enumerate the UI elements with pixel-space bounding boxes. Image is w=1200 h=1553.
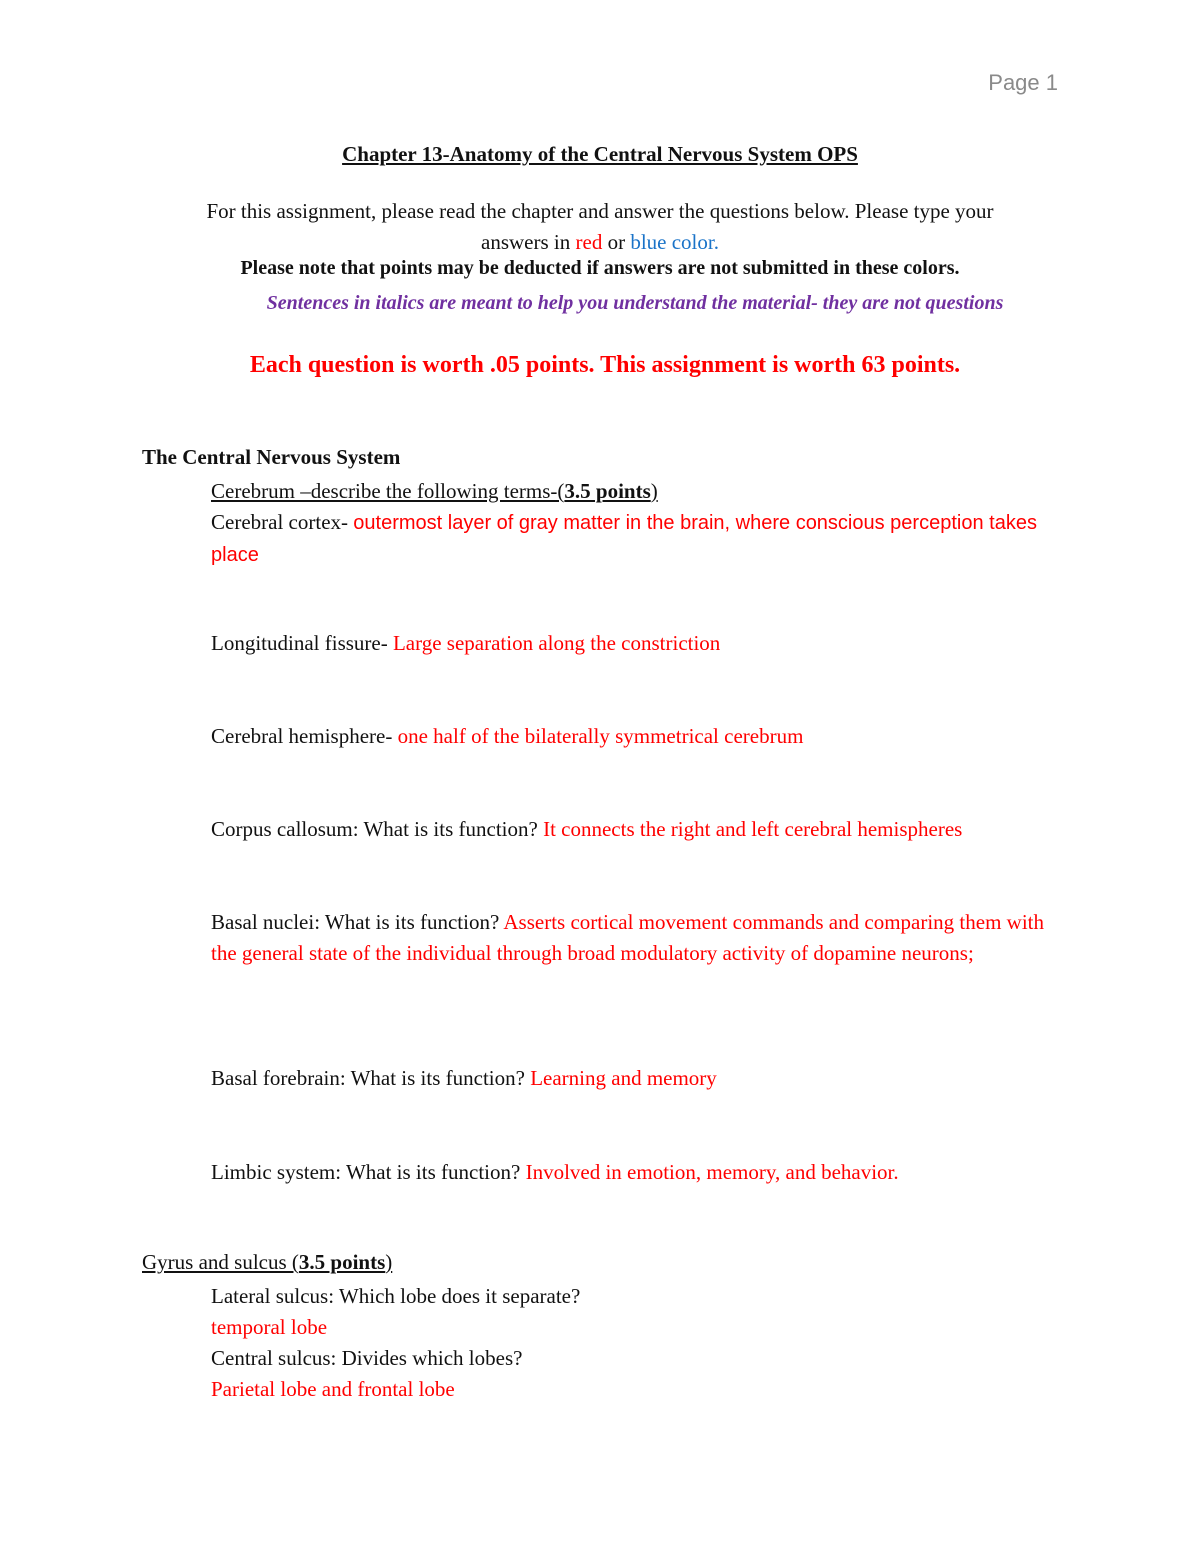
question-text: Basal nuclei: What is its function?	[211, 910, 504, 934]
answer-text: It connects the right and left cerebral hemispheres	[543, 817, 963, 841]
gyrus-heading-pre: Gyrus and sulcus (	[142, 1250, 299, 1274]
blue-color-word: blue color.	[630, 230, 719, 254]
red-color-word: red	[575, 230, 603, 254]
gyrus-heading-points: 3.5 points	[298, 1250, 386, 1274]
answer-text: Learning and memory	[530, 1066, 717, 1090]
instructions-line-1: For this assignment, please read the chapter and answer the questions below. Please type your	[206, 199, 994, 223]
answer-text: outermost layer of gray matter in the brain, where conscious perception takes place	[211, 512, 1037, 566]
or-text: or	[602, 230, 631, 254]
gyrus-heading-post: )	[385, 1250, 393, 1274]
question-text: Longitudinal fissure-	[211, 631, 393, 655]
cerebrum-sub-points: 3.5 points	[564, 479, 651, 503]
question-central-sulcus: Central sulcus: Divides which lobes?	[211, 1346, 523, 1370]
answer-text: one half of the bilaterally symmetrical cerebrum	[397, 724, 804, 748]
question-text: Corpus callosum: What is its function?	[211, 817, 544, 841]
instructions	[150, 196, 1050, 258]
answer-text: Asserts cortical movement commands and comparing them with the general state of the individual through broad modulatory activity of dopamine neurons;	[211, 910, 1045, 965]
answer-text: Large separation along the constriction	[392, 631, 721, 655]
question-longitudinal-fissure	[211, 628, 1071, 659]
question-cerebral-hemisphere	[211, 721, 1071, 752]
color-note: Please note that points may be deducted if answers are not submitted in these colors.	[240, 257, 960, 279]
question-lateral-sulcus: Lateral sulcus: Which lobe does it separate?	[211, 1284, 581, 1308]
question-limbic-system	[211, 1157, 1071, 1188]
cerebrum-sub-pre: Cerebrum –describe the following terms-(	[211, 479, 565, 503]
question-corpus-callosum	[211, 814, 1071, 845]
page-number: Page 1	[988, 70, 1058, 95]
question-basal-forebrain	[211, 1063, 1071, 1094]
document-title: Chapter 13-Anatomy of the Central Nervous System OPS	[342, 142, 858, 166]
question-text: Limbic system: What is its function?	[211, 1160, 526, 1184]
answer-text: Parietal lobe and frontal lobe	[211, 1377, 455, 1401]
question-text: Cerebral hemisphere-	[211, 724, 398, 748]
section-heading-cns: The Central Nervous System	[142, 445, 401, 469]
section-heading-gyrus	[142, 1250, 392, 1275]
answer-lateral-sulcus	[211, 1312, 1071, 1343]
instructions-line-2	[150, 227, 1050, 258]
answer-central-sulcus	[211, 1374, 1071, 1405]
points-worth: Each question is worth .05 points. This assignment is worth 63 points.	[249, 352, 961, 378]
question-text: Basal forebrain: What is its function?	[211, 1066, 531, 1090]
answers-in-text: answers in	[481, 230, 576, 254]
question-cerebral-cortex	[211, 507, 1071, 571]
italics-note: Sentences in italics are meant to help you understand the material- they are not questions	[266, 292, 1004, 314]
answer-text: temporal lobe	[211, 1315, 328, 1339]
cerebrum-sub-post: )	[650, 479, 658, 503]
question-basal-nuclei	[211, 907, 1071, 969]
cerebrum-subheading	[211, 476, 1071, 507]
question-text: Cerebral cortex-	[211, 510, 354, 534]
answer-text: Involved in emotion, memory, and behavior.	[525, 1160, 899, 1184]
